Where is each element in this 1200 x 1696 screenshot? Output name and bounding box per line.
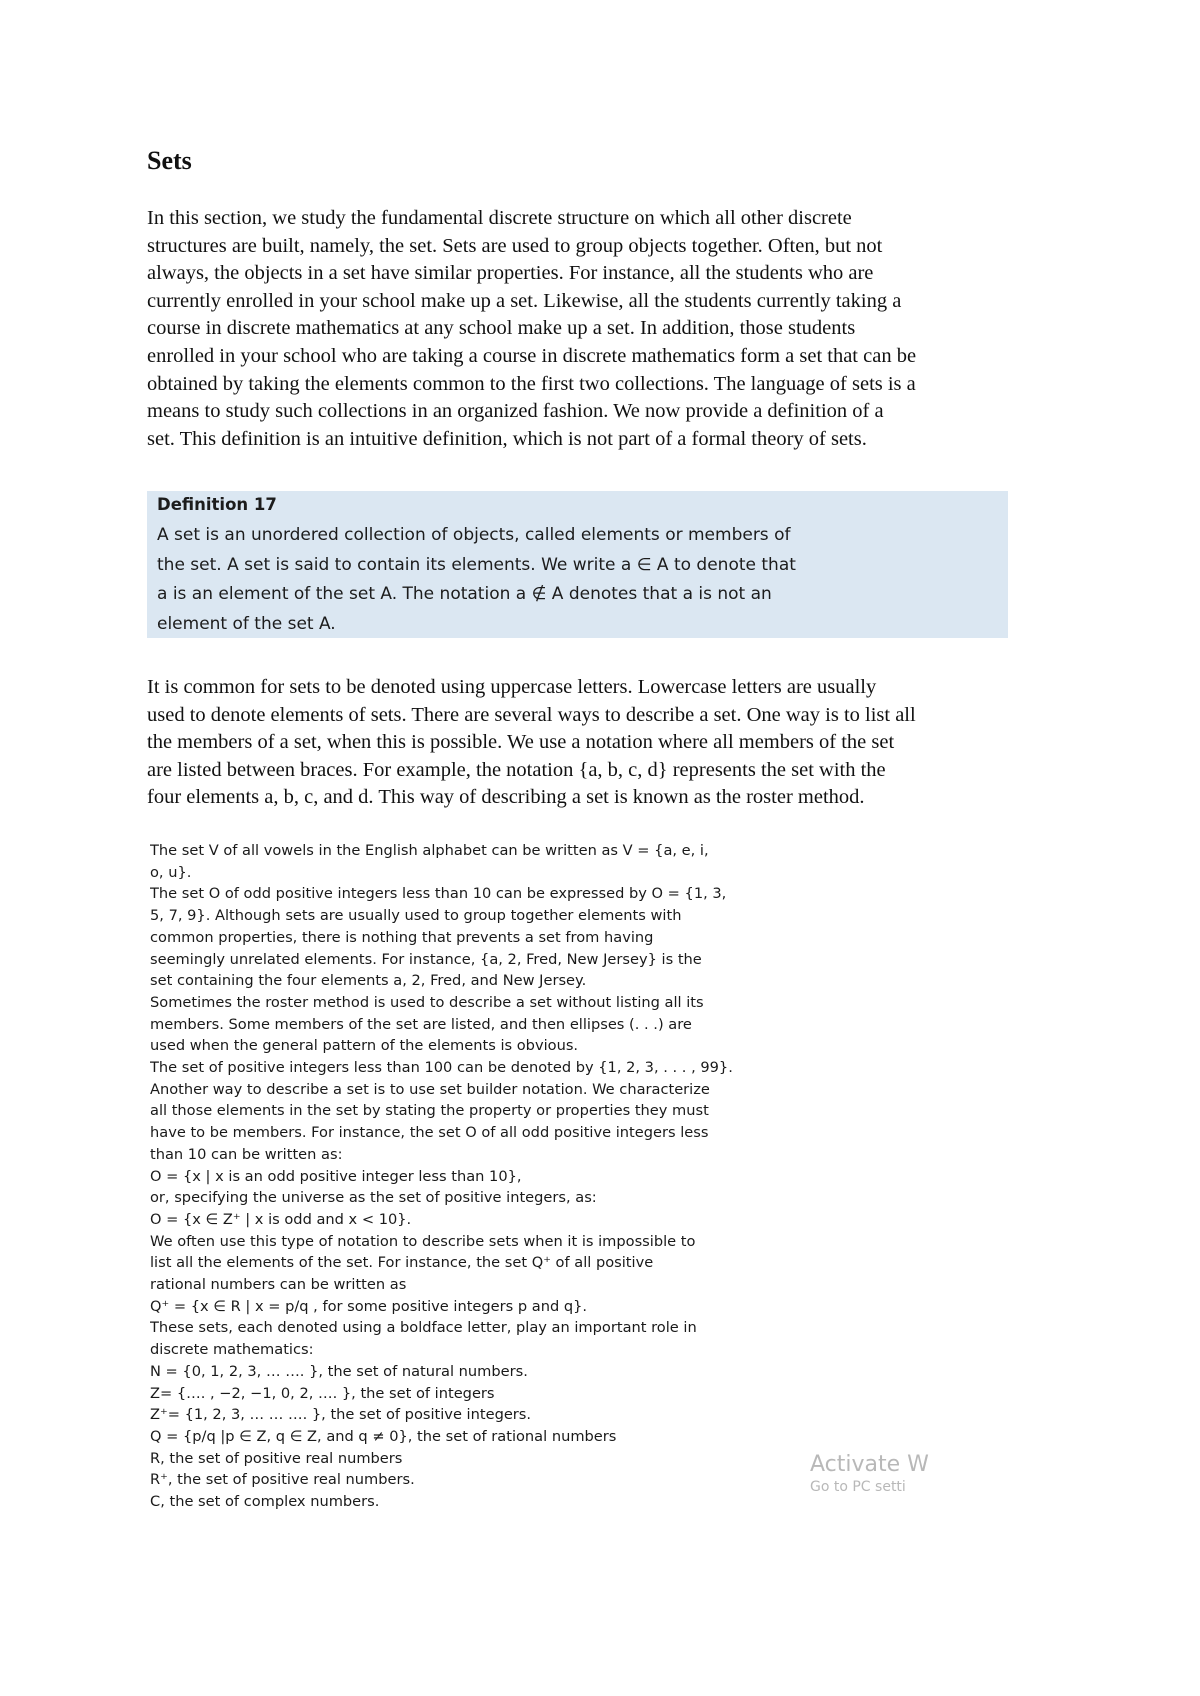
example-line: N = {0, 1, 2, 3, … …. }, the set of natural numbers. (150, 1362, 528, 1380)
definition-line: a is an element of the set A. The notation a ∉ A denotes that a is not an (157, 584, 772, 604)
example-line: rational numbers can be written as (150, 1276, 407, 1294)
section-heading: Sets (147, 146, 192, 175)
example-line: We often use this type of notation to describe sets when it is impossible to (150, 1232, 696, 1250)
definition-title: Definition 17 (157, 495, 277, 514)
example-line: discrete mathematics: (150, 1341, 314, 1359)
example-line: Z⁺= {1, 2, 3, … … …. }, the set of positive integers. (150, 1406, 532, 1424)
paragraph-line: enrolled in your school who are taking a course in discrete mathematics form a set that can be (147, 344, 917, 367)
example-line: Q = {p/q |p ∈ Z, q ∈ Z, and q ≠ 0}, the set of rational numbers (150, 1427, 617, 1445)
paragraph-line: obtained by taking the elements common to the first two collections. The language of sets is a (147, 372, 916, 395)
example-line: or, specifying the universe as the set of positive integers, as: (150, 1189, 597, 1207)
example-line: Another way to describe a set is to use set builder notation. We characterize (150, 1080, 710, 1098)
paragraph-line: It is common for sets to be denoted using uppercase letters. Lowercase letters are usually (147, 676, 877, 698)
roster-paragraph (147, 674, 1067, 812)
paragraph-line: four elements a, b, c, and d. This way of describing a set is known as the roster method. (147, 786, 865, 809)
watermark-subtitle: Go to PC setti (810, 1479, 906, 1495)
intro-paragraph (147, 205, 1067, 453)
watermark-title: Activate W (810, 1452, 929, 1477)
paragraph-line: the members of a set, when this is possible. We use a notation where all members of the set (147, 731, 895, 754)
paragraph-line: currently enrolled in your school make up a set. Likewise, all the students currently taking a (147, 289, 902, 312)
example-line: The set O of odd positive integers less than 10 can be expressed by O = {1, 3, (150, 885, 727, 903)
definition-line: element of the set A. (157, 613, 336, 634)
example-line: common properties, there is nothing that prevents a set from having (150, 928, 654, 946)
example-line: members. Some members of the set are listed, and then ellipses (. . .) are (150, 1015, 692, 1033)
paragraph-line: always, the objects in a set have similar properties. For instance, all the students who are (147, 262, 874, 285)
example-line: O = {x ∈ Z⁺ | x is odd and x < 10}. (150, 1210, 412, 1228)
example-line: all those elements in the set by stating the property or properties they must (150, 1102, 709, 1120)
example-line: seemingly unrelated elements. For instance, {a, 2, Fred, New Jersey} is the (150, 950, 702, 968)
paragraph-line: set. This definition is an intuitive definition, which is not part of a formal theory of sets. (147, 427, 867, 450)
examples-block (150, 840, 950, 1513)
example-line: than 10 can be written as: (150, 1145, 343, 1163)
paragraph-line: are listed between braces. For example, the notation {a, b, c, d} represents the set with the (147, 758, 886, 781)
definition-text (157, 521, 1000, 639)
example-line: 5, 7, 9}. Although sets are usually used to group together elements with (150, 907, 682, 925)
example-line: list all the elements of the set. For instance, the set Q⁺ of all positive (150, 1254, 654, 1272)
example-line: have to be members. For instance, the set O of all odd positive integers less (150, 1124, 709, 1142)
example-line: The set of positive integers less than 100 can be denoted by {1, 2, 3, . . . , 99}. (150, 1059, 733, 1077)
paragraph-line: structures are built, namely, the set. Sets are used to group objects together. Often, but not (147, 234, 883, 257)
example-line: Q⁺ = {x ∈ R | x = p/q , for some positive integers p and q}. (150, 1297, 588, 1315)
definition-box (147, 491, 1008, 638)
paragraph-line: In this section, we study the fundamental discrete structure on which all other discrete (147, 207, 852, 229)
definition-line: the set. A set is said to contain its elements. We write a ∈ A to denote that (157, 554, 796, 575)
example-line: set containing the four elements a, 2, Fred, and New Jersey. (150, 972, 587, 990)
activation-watermark (810, 1452, 929, 1496)
example-line: These sets, each denoted using a boldface letter, play an important role in (150, 1319, 697, 1337)
example-line: used when the general pattern of the elements is obvious. (150, 1037, 579, 1055)
example-line: o, u}. (150, 863, 192, 881)
definition-line: A set is an unordered collection of objects, called elements or members of (157, 525, 791, 545)
example-line: R, the set of positive real numbers (150, 1449, 403, 1467)
example-line: O = {x | x is an odd positive integer less than 10}, (150, 1167, 522, 1185)
example-line: R⁺, the set of positive real numbers. (150, 1471, 415, 1489)
example-line: The set V of all vowels in the English alphabet can be written as V = {a, e, i, (150, 842, 709, 859)
example-line: Sometimes the roster method is used to describe a set without listing all its (150, 993, 704, 1011)
paragraph-line: means to study such collections in an organized fashion. We now provide a definition of a (147, 400, 884, 423)
paragraph-line: used to denote elements of sets. There are several ways to describe a set. One way is to list all (147, 703, 916, 726)
example-line: C, the set of complex numbers. (150, 1493, 380, 1511)
paragraph-line: course in discrete mathematics at any school make up a set. In addition, those students (147, 317, 856, 340)
example-line: Z= {…. , −2, −1, 0, 2, …. }, the set of integers (150, 1384, 495, 1402)
